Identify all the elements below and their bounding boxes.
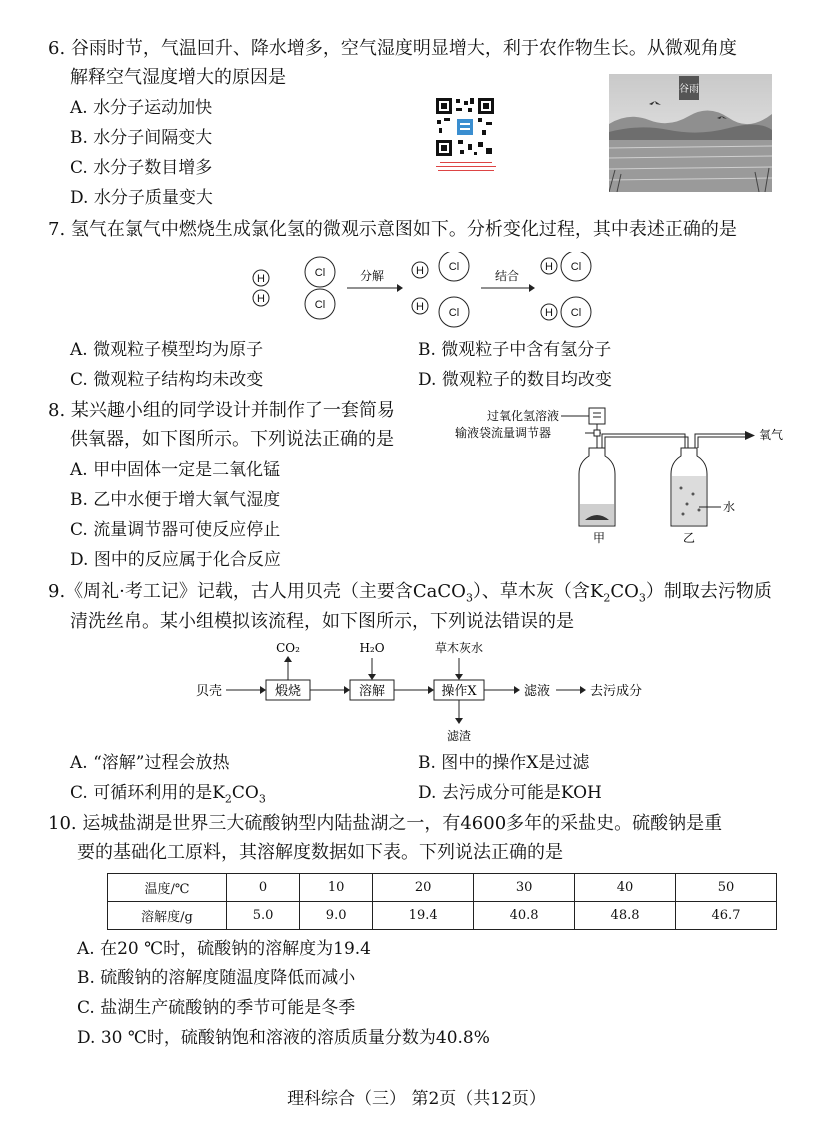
flow-calcine-box: 煅烧 (274, 684, 302, 699)
q10-option-a: A. 在20 ℃时，硫酸钠的溶解度为19.4 (77, 939, 371, 959)
cl-atom-label: Cl (570, 261, 582, 273)
water-label: 水 (723, 500, 736, 514)
table-cell: 20 (373, 874, 474, 902)
flow-operation-x-box: 操作X (441, 684, 477, 699)
q7-option-d: D. 微观粒子的数目均改变 (418, 370, 612, 390)
q6-option-b: B. 水分子间隔变大 (70, 128, 213, 148)
q8-stem-line2: 供氧器，如下图所示。下列说法正确的是 (70, 429, 394, 450)
q9-stem-line2: 清洗丝帛。某小组模拟该流程，如下图所示，下列说法错误的是 (70, 611, 574, 632)
table-cell: 温度/℃ (108, 874, 227, 902)
h-atom-label: H (545, 307, 553, 319)
q6-option-a: A. 水分子运动加快 (70, 98, 213, 118)
page-footer: 理科综合（三） 第2页（共12页） (287, 1089, 546, 1109)
q9-option-c: C. 可循环利用的是$K_2CO_3$ (70, 783, 266, 806)
cl-atom-label: Cl (448, 307, 460, 319)
flow-ash-water-label: 草木灰水 (434, 641, 484, 655)
q8-oxygen-apparatus-diagram (455, 404, 790, 544)
q8-option-a: A. 甲中固体一定是二氧化锰 (70, 460, 281, 480)
q9-stem-line1: 9.《周礼·考工记》记载，古人用贝壳（主要含CaCO$_3$）、草木灰（含$K_2CO_3$）制取去污物质 (48, 581, 772, 605)
q6-stem-line2: 解释空气湿度增大的原因是 (70, 67, 286, 88)
table-cell: 9.0 (300, 902, 373, 930)
q10-option-d: D. 30 ℃时，硫酸钠饱和溶液的溶质质量分数为40.8% (77, 1028, 490, 1048)
cl-atom-label: Cl (314, 267, 326, 279)
table-cell: 0 (227, 874, 300, 902)
q7-stem: 7. 氢气在氯气中燃烧生成氯化氢的微观示意图如下。分析变化过程，其中表述正确的是 (48, 219, 737, 240)
table-cell: 50 (676, 874, 777, 902)
q8-option-b: B. 乙中水便于增大氧气湿度 (70, 490, 281, 510)
h-atom-label: H (545, 261, 553, 273)
flow-residue-label: 滤渣 (446, 729, 472, 743)
cl-atom-label: Cl (314, 299, 326, 311)
q8-option-c: C. 流量调节器可使反应停止 (70, 520, 281, 540)
q7-option-b: B. 微观粒子中含有氢分子 (418, 340, 612, 360)
table-cell: 30 (474, 874, 575, 902)
table-cell: 10 (300, 874, 373, 902)
cl-atom-label: Cl (570, 307, 582, 319)
q10-stem-line1: 10. 运城盐湖是世界三大硫酸钠型内陆盐湖之一，有4600多年的采盐史。硫酸钠是重 (48, 813, 723, 834)
q6-option-d: D. 水分子质量变大 (70, 188, 213, 208)
q8-option-d: D. 图中的反应属于化合反应 (70, 550, 281, 570)
regulator-label: 输液袋流量调节器 (455, 426, 552, 440)
flow-co2-label: CO₂ (276, 641, 300, 655)
flow-dissolve-box: 溶解 (358, 684, 386, 699)
decompose-arrow-label: 分解 (359, 269, 385, 283)
q8-stem-line1: 8. 某兴趣小组的同学设计并制作了一套简易 (48, 400, 395, 421)
q10-stem-line2: 要的基础化工原料，其溶解度数据如下表。下列说法正确的是 (77, 842, 563, 863)
table-cell: 40.8 (474, 902, 575, 930)
h-atom-label: H (416, 265, 424, 277)
q10-option-b: B. 硫酸钠的溶解度随温度降低而减小 (77, 968, 356, 988)
grain-rain-label: 谷雨 (679, 84, 699, 95)
q10-option-c: C. 盐湖生产硫酸钠的季节可能是冬季 (77, 998, 356, 1018)
h-atom-label: H (416, 301, 424, 313)
q7-micro-diagram (245, 252, 605, 330)
q7-option-a: A. 微观粒子模型均为原子 (70, 340, 264, 360)
h-atom-label: H (257, 273, 265, 285)
flow-product-label: 去污成分 (590, 684, 643, 699)
q6-option-c: C. 水分子数目增多 (70, 158, 213, 178)
qr-code-image (434, 96, 496, 158)
bottle-jia-label: 甲 (593, 531, 606, 544)
combine-arrow-label: 结合 (494, 269, 520, 283)
table-row (108, 902, 777, 930)
q9-option-d: D. 去污成分可能是KOH (418, 783, 602, 803)
q7-option-c: C. 微观粒子结构均未改变 (70, 370, 264, 390)
table-cell: 溶解度/g (108, 902, 227, 930)
flow-shell-label: 贝壳 (196, 684, 223, 699)
table-row (108, 874, 777, 902)
table-cell: 46.7 (676, 902, 777, 930)
table-cell: 5.0 (227, 902, 300, 930)
q9-option-a: A. “溶解”过程会放热 (70, 753, 230, 773)
q6-stem-line1: 6. 谷雨时节，气温回升、降水增多，空气湿度明显增大，利于农作物生长。从微观角度 (48, 38, 737, 59)
table-cell: 40 (575, 874, 676, 902)
cl-atom-label: Cl (448, 261, 460, 273)
grain-rain-landscape-image (609, 74, 772, 192)
q9-process-flowchart (196, 638, 656, 748)
oxygen-label: 氧气 (759, 428, 784, 442)
h2o2-label: 过氧化氢溶液 (487, 409, 560, 423)
solubility-table (107, 873, 777, 930)
flow-filtrate-label: 滤液 (524, 684, 551, 699)
flow-h2o-label: H₂O (359, 641, 385, 655)
table-cell: 48.8 (575, 902, 676, 930)
table-cell: 19.4 (373, 902, 474, 930)
q9-option-b: B. 图中的操作X是过滤 (418, 753, 590, 773)
h-atom-label: H (257, 293, 265, 305)
bottle-yi-label: 乙 (683, 531, 696, 544)
qr-caption-lines (436, 160, 496, 176)
